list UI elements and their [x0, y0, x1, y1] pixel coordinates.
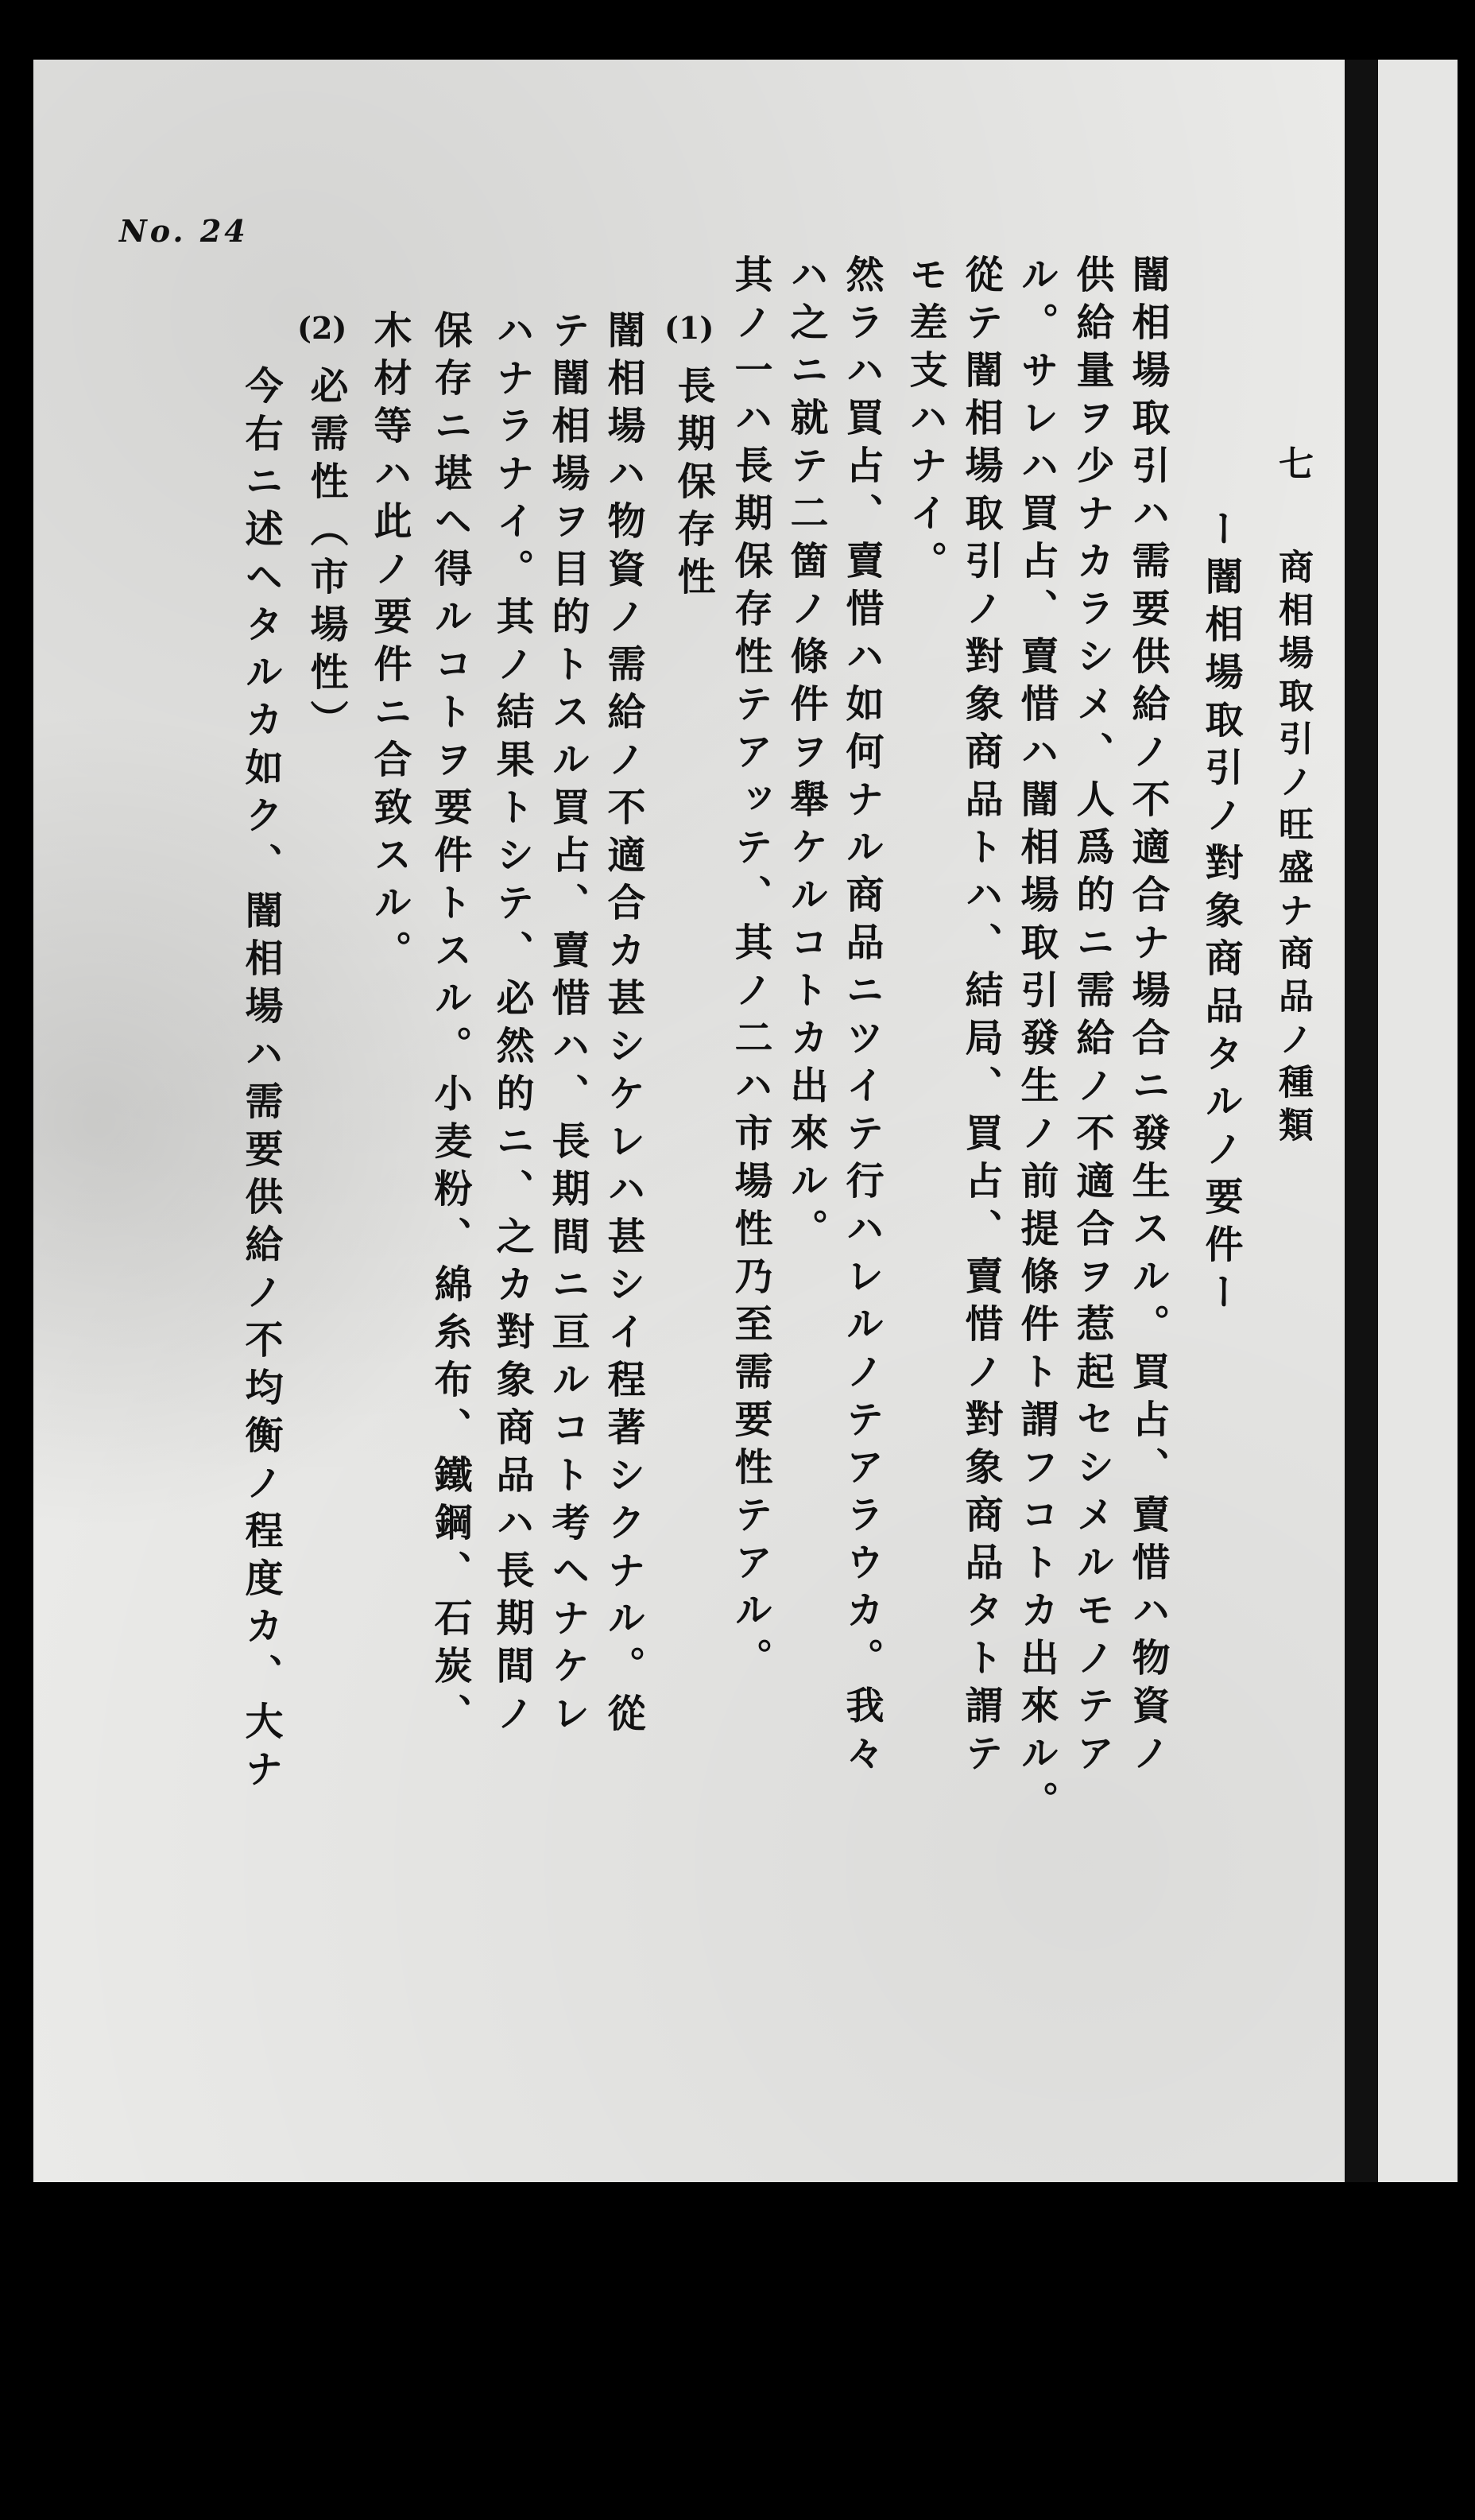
section-1-line-3: ハナラナイ。其ノ結果トシテ、必然的ニ、之カ對象商品ハ長期間ノ [490, 310, 534, 1741]
section-number: 七 [1272, 445, 1313, 488]
body-column-8: 其ノ一ハ長期保存性テアッテ、其ノ二ハ市場性乃至需要性テアル。 [728, 254, 772, 1685]
body-column-1: 闇相場取引ハ需要供給ノ不適合ナ場合ニ發生スル。買占、賣惜ハ物資ノ [1125, 254, 1170, 1781]
body-column-2: 供給量ヲ少ナカラシメ、人爲的ニ需給ノ不適合ヲ惹起セシメルモノテア [1070, 254, 1114, 1781]
section-heading: 商相場取引ノ旺盛ナ商品ノ種類 [1272, 549, 1313, 1150]
page-number: No. 24 [119, 213, 249, 249]
section-1-line-4: 保存ニ堪ヘ得ルコトヲ要件トスル。小麦粉、綿糸布、鐵鋼、石炭、 [428, 310, 472, 1741]
section-1-title: 長期保存性 [671, 366, 715, 604]
body-column-6: 然ラハ買占、賣惜ハ如何ナル商品ニツイテ行ハレルノテアラウカ。我々 [839, 254, 884, 1781]
body-column-4: 從テ闇相場取引ノ對象商品トハ、結局、買占、賣惜ノ對象商品タト謂テ [958, 254, 1003, 1781]
body-column-7: ハ之ニ就テ二箇ノ條件ヲ舉ケルコトカ出來ル。 [784, 254, 828, 1256]
section-subheading: ー闇相場取引ノ對象商品タルノ要件ー [1198, 509, 1243, 1320]
section-1-line-1: 闇相場ハ物資ノ需給ノ不適合カ甚シケレハ甚シイ程著シクナル。從 [601, 310, 645, 1741]
section-1-line-2: テ闇相場ヲ目的トスル買占、賣惜ハ、長期間ニ亘ルコト考ヘナケレ [545, 310, 590, 1741]
section-2-line-1: 今右ニ述ヘタルカ如ク、闇相場ハ需要供給ノ不均衡ノ程度カ、大ナ [238, 366, 283, 1797]
section-1-marker: (1) [664, 310, 714, 346]
page-edge-shadow [1345, 60, 1378, 2182]
section-1-line-5: 木材等ハ此ノ要件ニ合致スル。 [367, 310, 412, 978]
next-page-sliver [1378, 60, 1458, 2182]
section-2-title: 必需性（市場性） [304, 366, 348, 747]
body-column-3: ル。サレハ買占、賣惜ハ闇相場取引發生ノ前提條件ト謂フコトカ出來ル。 [1014, 254, 1059, 1828]
body-column-5: モ差支ハナイ。 [903, 254, 947, 588]
section-2-marker: (2) [297, 310, 347, 346]
